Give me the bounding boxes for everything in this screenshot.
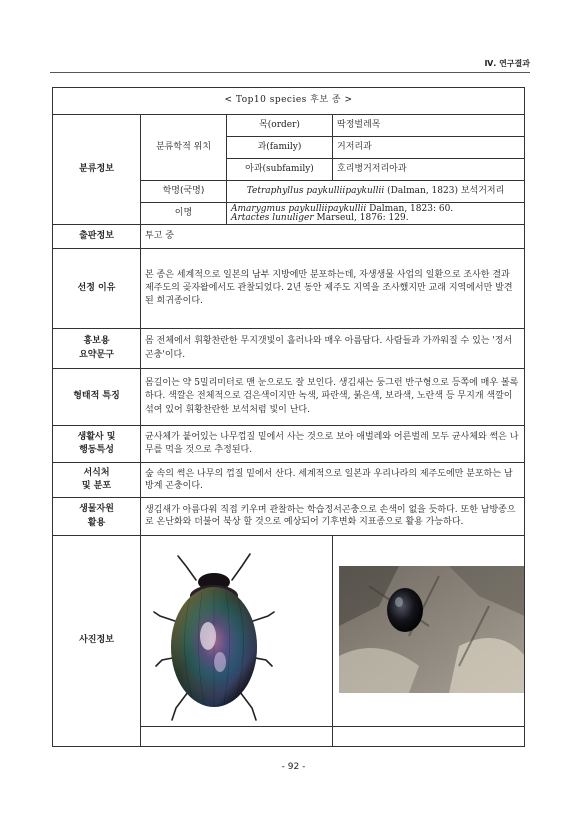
synonym-2-italic: Artactes lunuliger	[231, 212, 314, 223]
ecology-label-2: 행동특성	[79, 445, 114, 455]
species-sheet	[52, 87, 525, 747]
publication-value: 투고 중	[141, 225, 525, 249]
order-key: 목(order)	[227, 115, 333, 137]
scientific-name-rest: (Dalman, 1823) 보석거저리	[384, 185, 505, 196]
beetle-dorsal-photo	[150, 542, 278, 727]
photo-label: 사진정보	[53, 536, 141, 747]
sheet-title: < Top10 species 후보 종 >	[53, 88, 525, 115]
resource-label-1: 생물자원	[79, 504, 114, 515]
scientific-name	[227, 181, 525, 203]
morphology-text: 몸길이는 약 5밀리미터로 맨 눈으로도 잘 보인다. 생김새는 둥그런 반구형으로 등쪽에 매우 볼록하다. 색깔은 전체적으로 검은색이지만 녹색, 파란색, 붉은색, 보라색, 노란색 등 무지개 색깔이 섞여 있어 휘황찬란한 보석처럼 빛이 난다.	[141, 369, 525, 426]
habitat-label	[53, 463, 141, 498]
promo-label-1: 홍보용	[83, 336, 110, 347]
synonym-value	[227, 203, 525, 225]
ecology-label	[53, 426, 141, 463]
promo-label	[53, 329, 141, 369]
classification-label: 분류정보	[53, 115, 141, 225]
reason-label: 선정 이유	[53, 249, 141, 329]
habitat-text: 숲 속의 썩은 나무의 껍질 밑에서 산다. 세계적으로 일본과 우리나라의 제주도에만 분포하는 남방계 곤충이다.	[141, 463, 525, 498]
promo-label-2: 요약문구	[79, 349, 114, 360]
family-value: 거저리과	[333, 137, 525, 159]
habitat-label-1: 서식처	[83, 467, 110, 478]
synonym-1-italic: Amarygmus paykulliipaykullii	[231, 203, 367, 214]
beetle-habitat-photo	[339, 566, 525, 693]
publication-label: 출판정보	[53, 225, 141, 249]
photo-caption-left	[141, 727, 333, 747]
synonym-2-rest: Marseul, 1876: 129.	[313, 212, 409, 223]
morphology-label: 형태적 특징	[53, 369, 141, 426]
photo-cell-right	[333, 536, 525, 727]
promo-text: 몸 전체에서 휘황찬란한 무지갯빛이 흘러나와 매우 아름답다. 사람들과 가까워질 수 있는 '정서곤충'이다.	[141, 329, 525, 369]
photo-caption-right	[333, 727, 525, 747]
subfamily-key: 아과(subfamily)	[227, 159, 333, 181]
scientific-name-label: 학명(국명)	[141, 181, 227, 203]
family-key: 과(family)	[227, 137, 333, 159]
habitat-label-2: 및 분포	[81, 481, 112, 491]
synonym-line-2	[231, 214, 520, 223]
resource-text: 생김새가 아름다워 직접 키우며 관찰하는 학습정서곤충으로 손색이 없을 듯하다. 또한 남방종으로 온난화와 더불어 북상 할 것으로 예상되어 기후변화 지표종으로 활용 가능하다.	[141, 498, 525, 536]
header-rule	[50, 72, 530, 73]
order-value: 딱정벌레목	[333, 115, 525, 137]
reason-text: 본 종은 세계적으로 일본의 남부 지방에만 분포하는데, 자생생물 사업의 일환으로 조사한 결과 제주도의 곶자왈에서도 관찰되었다. 2년 동안 제주도 지역을 조사했지만 교래 지역에서만 발견된 희귀종이다.	[141, 249, 525, 329]
page-number: - 92 -	[281, 762, 306, 772]
taxonomy-label: 분류학적 위치	[141, 115, 227, 181]
ecology-text: 균사체가 붙어있는 나무껍질 밑에서 사는 것으로 보아 애벌레와 어른벌레 모두 균사체와 썩은 나무를 먹을 것으로 추정된다.	[141, 426, 525, 463]
resource-label-2: 활용	[87, 517, 106, 528]
resource-label	[53, 498, 141, 536]
synonym-label: 이명	[141, 203, 227, 225]
synonym-1-rest: Dalman, 1823: 60.	[366, 203, 454, 214]
photo-cell-left	[141, 536, 333, 727]
section-header: Ⅳ. 연구결과	[484, 59, 530, 68]
subfamily-value: 호리병거저리아과	[333, 159, 525, 181]
scientific-name-italic: Tetraphyllus paykulliipaykullii	[246, 185, 385, 196]
ecology-label-1: 생활사 및	[77, 431, 116, 442]
